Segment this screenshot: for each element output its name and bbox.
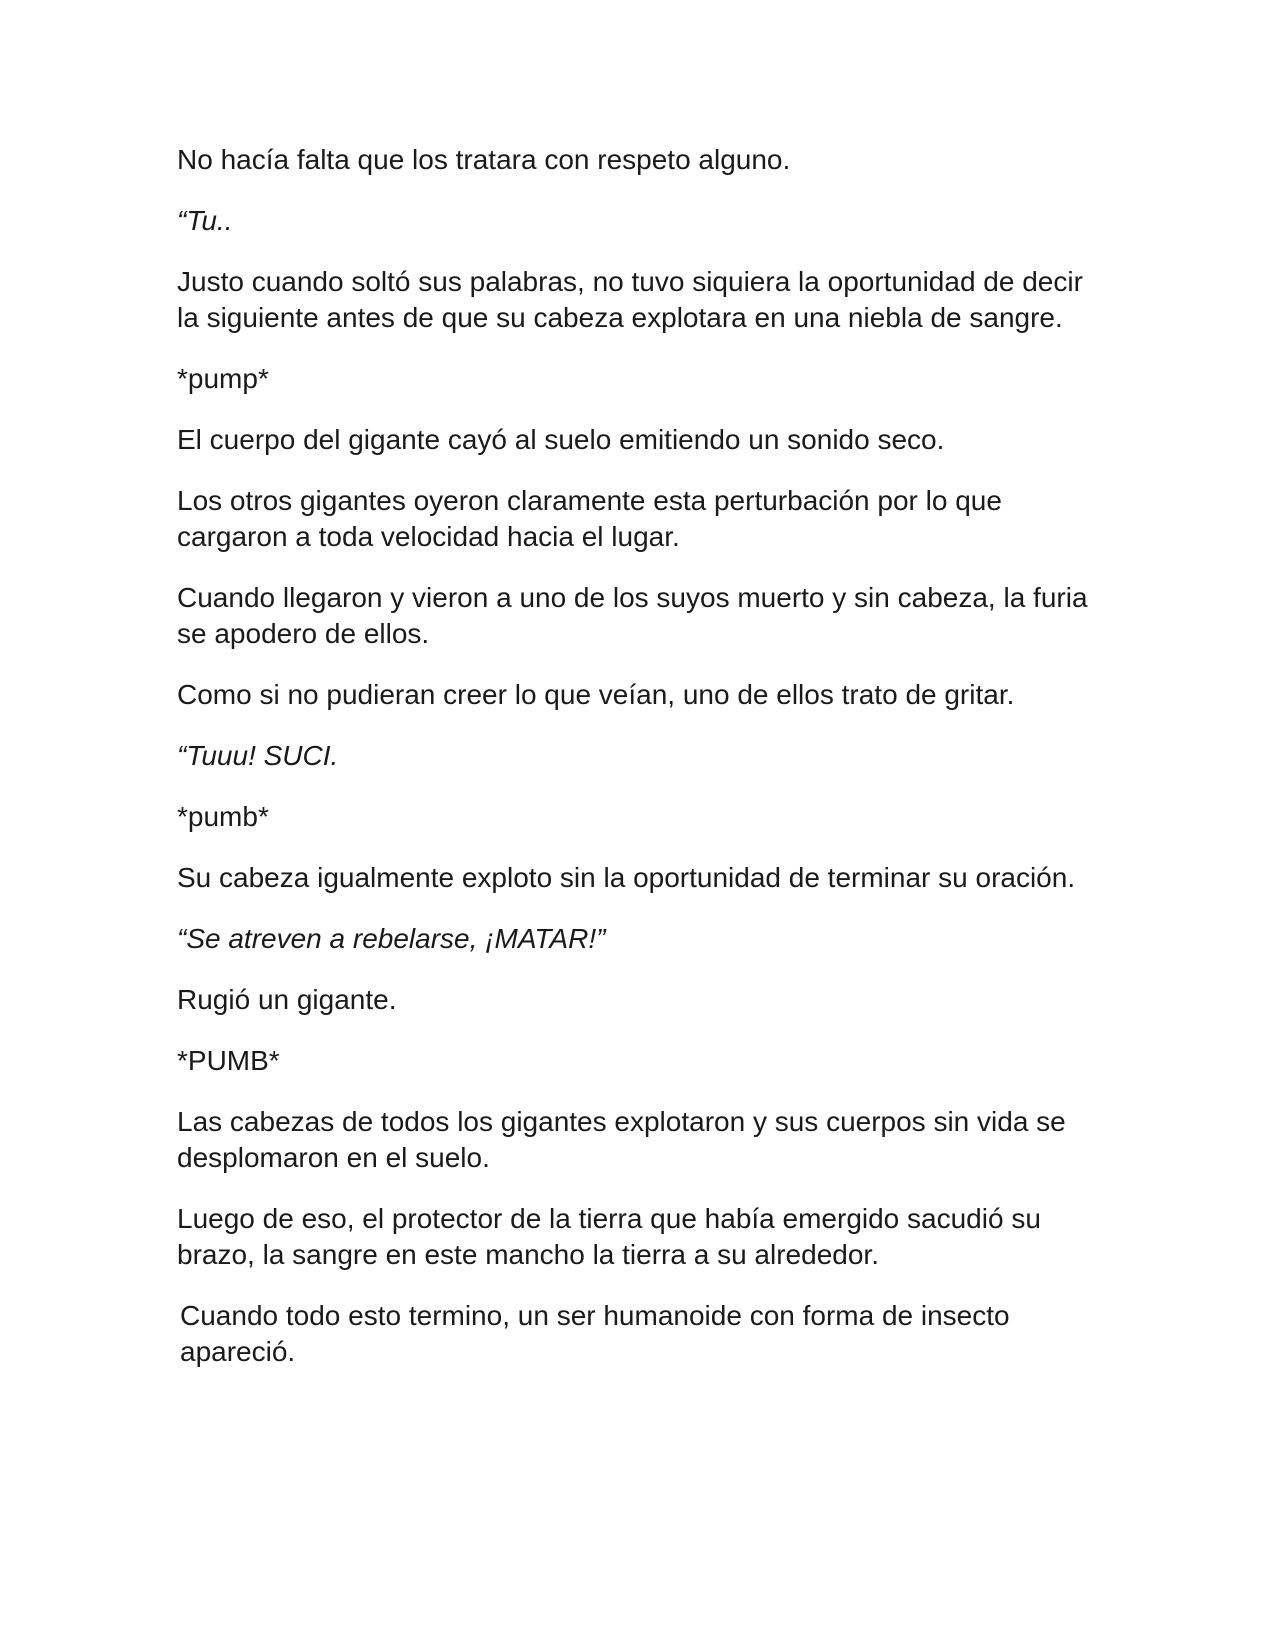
sound-effect-1: *pump*	[177, 363, 269, 394]
paragraph-1: No hacía falta que los tratara con respeto alguno.	[177, 144, 791, 175]
dialogue-2: “Tuuu! SUCI.	[177, 740, 339, 771]
sound-effect-2: *pumb*	[177, 801, 269, 832]
paragraph-15: Las cabezas de todos los gigantes explotaron y sus cuerpos sin vida se desplomaron en el suelo.	[177, 1106, 1066, 1173]
sound-effect-3: *PUMB*	[177, 1045, 280, 1076]
dialogue-3: “Se atreven a rebelarse, ¡MATAR!”	[177, 923, 606, 954]
paragraph-3: Justo cuando soltó sus palabras, no tuvo siquiera la oportunidad de decir la siguiente antes de que su cabeza explotara en una niebla de sangre.	[177, 266, 1083, 333]
paragraph-5: El cuerpo del gigante cayó al suelo emitiendo un sonido seco.	[177, 424, 945, 455]
paragraph-13: Rugió un gigante.	[177, 984, 397, 1015]
paragraph-6: Los otros gigantes oyeron claramente esta perturbación por lo que cargaron a toda velocidad hacia el lugar.	[177, 485, 1002, 552]
dialogue-1: “Tu..	[177, 205, 233, 236]
paragraph-11: Su cabeza igualmente exploto sin la oportunidad de terminar su oración.	[177, 862, 1076, 893]
paragraph-7: Cuando llegaron y vieron a uno de los suyos muerto y sin cabeza, la furia se apodero de ellos.	[177, 582, 1088, 649]
paragraph-17: Cuando todo esto termino, un ser humanoide con forma de insecto apareció.	[180, 1300, 1010, 1367]
paragraph-16: Luego de eso, el protector de la tierra que había emergido sacudió su brazo, la sangre en este mancho la tierra a su alrededor.	[177, 1203, 1041, 1270]
document-body	[177, 142, 1097, 1395]
paragraph-8: Como si no pudieran creer lo que veían, uno de ellos trato de gritar.	[177, 679, 1015, 710]
